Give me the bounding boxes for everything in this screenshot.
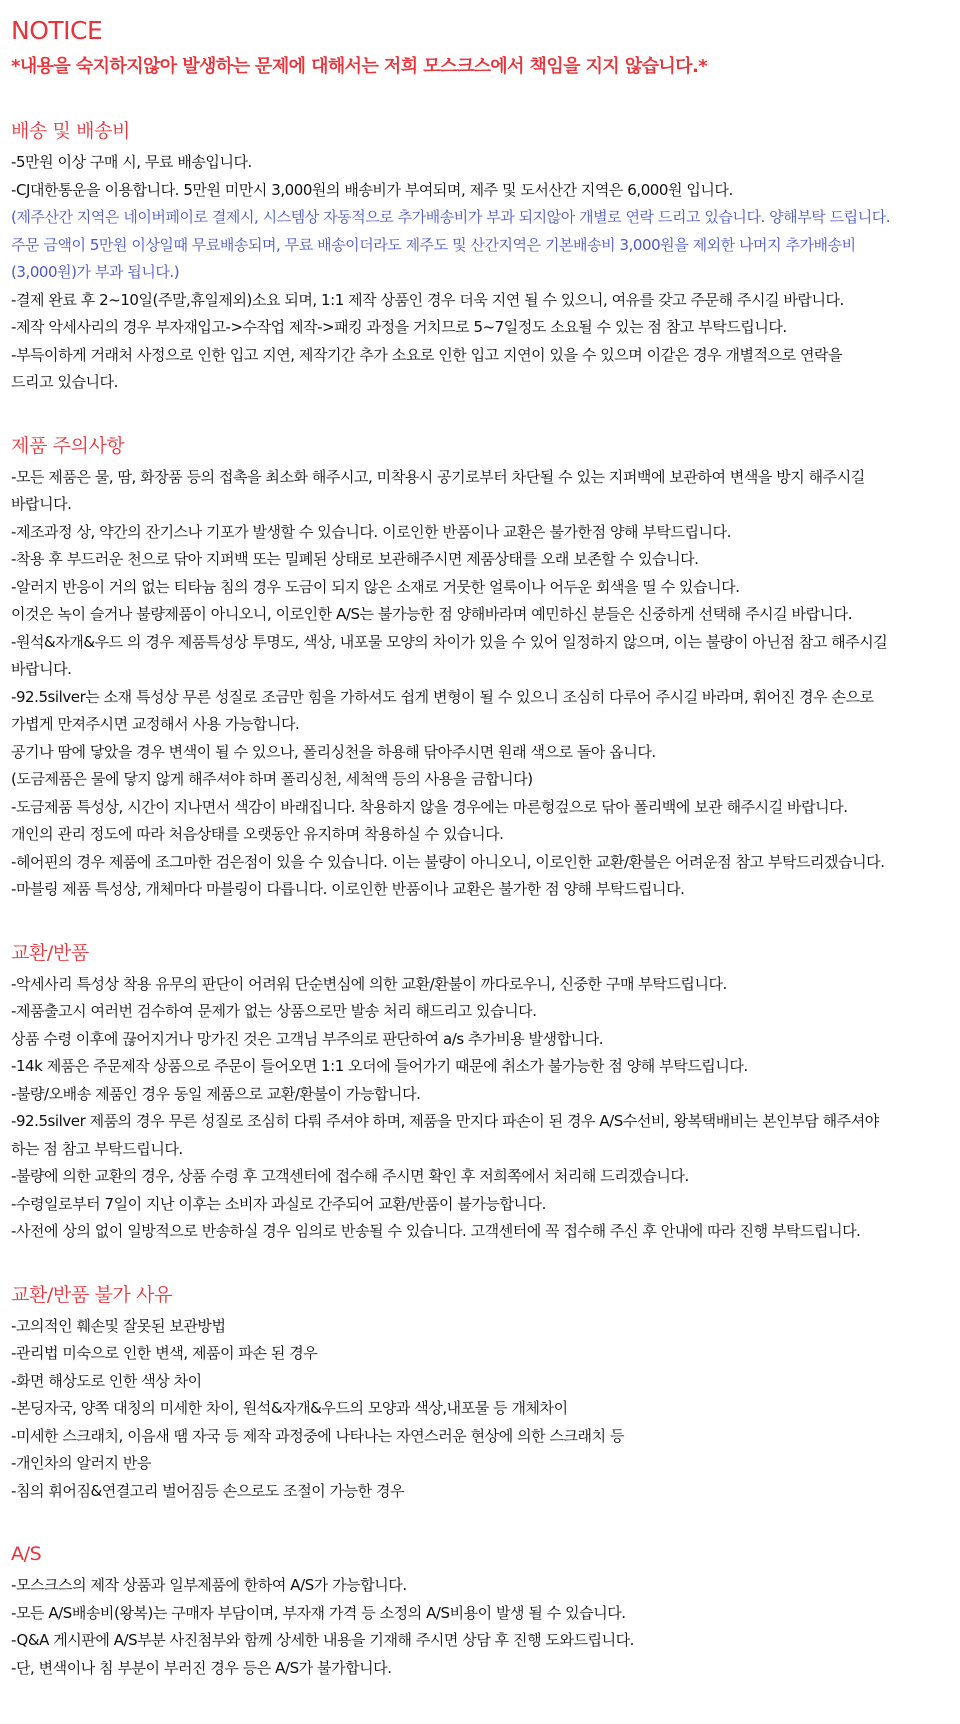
- caution-line: -착용 후 부드러운 천으로 닦아 지퍼백 또는 밀폐된 상태로 보관해주시면 제품상태를 오래 보존할 수 있습니다.: [11, 550, 699, 568]
- caution-line: 바랍니다.: [11, 495, 72, 513]
- caution-line: -모든 제품은 물, 땀, 화장품 등의 접촉을 최소화 해주시고, 미착용시 공기로부터 차단될 수 있는 지퍼백에 보관하여 변색을 방지 해주시길: [11, 467, 865, 486]
- exchange-line: -사전에 상의 없이 일방적으로 반송하실 경우 임의로 반송될 수 있습니다. 고객센터에 꼭 접수해 주신 후 안내에 따라 진행 부탁드립니다.: [11, 1222, 861, 1240]
- shipping-note-line: (3,000원)가 부과 됩니다.): [11, 263, 180, 281]
- caution-line: -마블링 제품 특성상, 개체마다 마블링이 다릅니다. 이로인한 반품이나 교환은 불가한 점 양해 부탁드립니다.: [11, 880, 685, 898]
- caution-line: -92.5silver는 소재 특성상 무른 성질로 조금만 힘을 가하셔도 쉽게 변형이 될 수 있으니 조심히 다루어 주시길 바라며, 휘어진 경우 손으로: [11, 687, 874, 706]
- no-exchange-line: -본딩자국, 양쪽 대칭의 미세한 차이, 원석&자개&우드의 모양과 색상,내포물 등 개체차이: [11, 1399, 568, 1417]
- caution-line: 개인의 관리 정도에 따라 처음상태를 오랫동안 유지하며 착용하실 수 있습니다.: [11, 825, 504, 843]
- exchange-line: -14k 제품은 주문제작 상품으로 주문이 들어오면 1:1 오더에 들어가기 때문에 취소가 불가능한 점 양해 부탁드립니다.: [11, 1057, 748, 1075]
- caution-line: 이것은 녹이 슬거나 불량제품이 아니오니, 이로인한 A/S는 불가능한 점 양해바라며 예민하신 분들은 신중하게 선택해 주시길 바랍니다.: [11, 605, 853, 623]
- caution-line: -원석&자개&우드 의 경우 제품특성상 투명도, 색상, 내포물 모양의 차이가 있을 수 있어 일정하지 않으며, 이는 불량이 아닌점 참고 해주시길: [11, 632, 888, 651]
- exchange-line: -수령일로부터 7일이 지난 이후는 소비자 과실로 간주되어 교환/반품이 불가능합니다.: [11, 1194, 546, 1213]
- shipping-line: -CJ대한통운을 이용합니다. 5만원 미만시 3,000원의 배송비가 부여되며, 제주 및 도서산간 지역은 6,000원 입니다.: [11, 180, 733, 199]
- product-caution-section: [11, 431, 960, 904]
- notice-warning: *내용을 숙지하지않아 발생하는 문제에 대해서는 저희 모스크스에서 책임을 지지 않습니다.*: [11, 56, 708, 77]
- caution-line: -제조과정 상, 약간의 잔기스나 기포가 발생할 수 있습니다. 이로인한 반품이나 교환은 불가한점 양해 부탁드립니다.: [11, 522, 731, 541]
- no-exchange-reasons-section: [11, 1280, 960, 1506]
- exchange-line: 하는 점 참고 부탁드립니다.: [11, 1139, 183, 1158]
- no-exchange-line: -고의적인 훼손및 잘못된 보관방법: [11, 1316, 226, 1335]
- section-title: 배송 및 배송비: [11, 120, 131, 142]
- no-exchange-line: -개인차의 알러지 반응: [11, 1454, 151, 1472]
- as-line: -Q&A 게시판에 A/S부분 사진첨부와 함께 상세한 내용을 기재해 주시면 상담 후 진행 도와드립니다.: [11, 1631, 634, 1649]
- caution-line: -도금제품 특성상, 시간이 지나면서 색감이 바래집니다. 착용하지 않을 경우에는 마른헝겊으로 닦아 폴리백에 보관 해주시길 바랍니다.: [11, 797, 848, 816]
- as-line: -모든 A/S배송비(왕복)는 구매자 부담이며, 부자재 가격 등 소정의 A/S비용이 발생 될 수 있습니다.: [11, 1603, 626, 1622]
- caution-line: -헤어핀의 경우 제품에 조그마한 검은점이 있을 수 있습니다. 이는 불량이 아니오니, 이로인한 교환/환불은 어려운점 참고 부탁드리겠습니다.: [11, 852, 885, 871]
- exchange-line: -불량에 의한 교환의 경우, 상품 수령 후 고객센터에 접수해 주시면 확인 후 저희쪽에서 처리해 드리겠습니다.: [11, 1167, 689, 1185]
- shipping-line: -결제 완료 후 2~10일(주말,휴일제외)소요 되며, 1:1 제작 상품인 경우 더욱 지연 될 수 있으니, 여유를 갖고 주문해 주시길 바랍니다.: [11, 290, 844, 309]
- as-line: -모스크스의 제작 상품과 일부제품에 한하여 A/S가 가능합니다.: [11, 1576, 407, 1594]
- no-exchange-line: -관리법 미숙으로 인한 변색, 제품이 파손 된 경우: [11, 1344, 318, 1362]
- shipping-line: -부득이하게 거래처 사정으로 인한 입고 지연, 제작기간 추가 소요로 인한 입고 지연이 있을 수 있으며 이같은 경우 개별적으로 연락을: [11, 345, 843, 364]
- shipping-section: [11, 116, 960, 397]
- section-title: 교환/반품 불가 사유: [11, 1283, 172, 1306]
- section-title: 제품 주의사항: [11, 434, 125, 457]
- notice-title: NOTICE: [11, 16, 103, 45]
- caution-line: -알러지 반응이 거의 없는 티타늄 침의 경우 도금이 되지 않은 소재로 거뭇한 얼룩이나 어두운 회색을 띨 수 있습니다.: [11, 577, 740, 596]
- exchange-line: 상품 수령 이후에 끊어지거나 망가진 것은 고객님 부주의로 판단하여 a/s 추가비용 발생합니다.: [11, 1029, 604, 1048]
- shipping-line: 드리고 있습니다.: [11, 373, 118, 391]
- shipping-note-line: 주문 금액이 5만원 이상일때 무료배송되며, 무료 배송이더라도 제주도 및 산간지역은 기본배송비 3,000원을 제외한 나머지 추가배송비: [11, 235, 856, 254]
- exchange-line: -92.5silver 제품의 경우 무른 성질로 조심히 다뤄 주셔야 하며, 제품을 만지다 파손이 된 경우 A/S수선비, 왕복택배비는 본인부담 해주셔야: [11, 1112, 879, 1130]
- shipping-line: -5만원 이상 구매 시, 무료 배송입니다.: [11, 153, 252, 171]
- caution-line: (도금제품은 물에 닿지 않게 해주셔야 하며 폴리싱천, 세척액 등의 사용을 금합니다): [11, 770, 533, 788]
- section-title: A/S: [11, 1543, 42, 1565]
- caution-line: 가볍게 만져주시면 교정해서 사용 가능합니다.: [11, 715, 300, 733]
- exchange-line: -불량/오배송 제품인 경우 동일 제품으로 교환/환불이 가능합니다.: [11, 1084, 421, 1103]
- no-exchange-line: -미세한 스크래치, 이음새 땜 자국 등 제작 과정중에 나타나는 자연스러운 현상에 의한 스크래치 등: [11, 1426, 624, 1445]
- exchange-line: -악세사리 특성상 착용 유무의 판단이 어려워 단순변심에 의한 교환/환불이 까다로우니, 신중한 구매 부탁드립니다.: [11, 974, 727, 993]
- as-section: [11, 1539, 960, 1682]
- caution-line: 공기나 땀에 닿았을 경우 변색이 될 수 있으나, 폴리싱천을 하용해 닦아주시면 원래 색으로 돌아 옵니다.: [11, 742, 656, 761]
- section-title: 교환/반품: [11, 941, 89, 964]
- no-exchange-line: -화면 해상도로 인한 색상 차이: [11, 1371, 202, 1390]
- caution-line: 바랍니다.: [11, 660, 72, 678]
- exchange-line: -제품출고시 여러번 검수하여 문제가 없는 상품으로만 발송 처리 해드리고 있습니다.: [11, 1002, 537, 1020]
- shipping-line: -제작 악세사리의 경우 부자재입고->수작업 제작->패킹 과정을 거치므로 5~7일정도 소요될 수 있는 점 참고 부탁드립니다.: [11, 318, 787, 336]
- no-exchange-line: -침의 휘어짐&연결고리 벌어짐등 손으로도 조절이 가능한 경우: [11, 1481, 405, 1500]
- exchange-return-section: [11, 938, 960, 1246]
- shipping-note-line: (제주산간 지역은 네이버페이로 결제시, 시스템상 자동적으로 추가배송비가 부과 되지않아 개별로 연락 드리고 있습니다. 양해부탁 드립니다.: [11, 208, 891, 226]
- as-line: -단, 변색이나 침 부분이 부러진 경우 등은 A/S가 불가합니다.: [11, 1658, 392, 1677]
